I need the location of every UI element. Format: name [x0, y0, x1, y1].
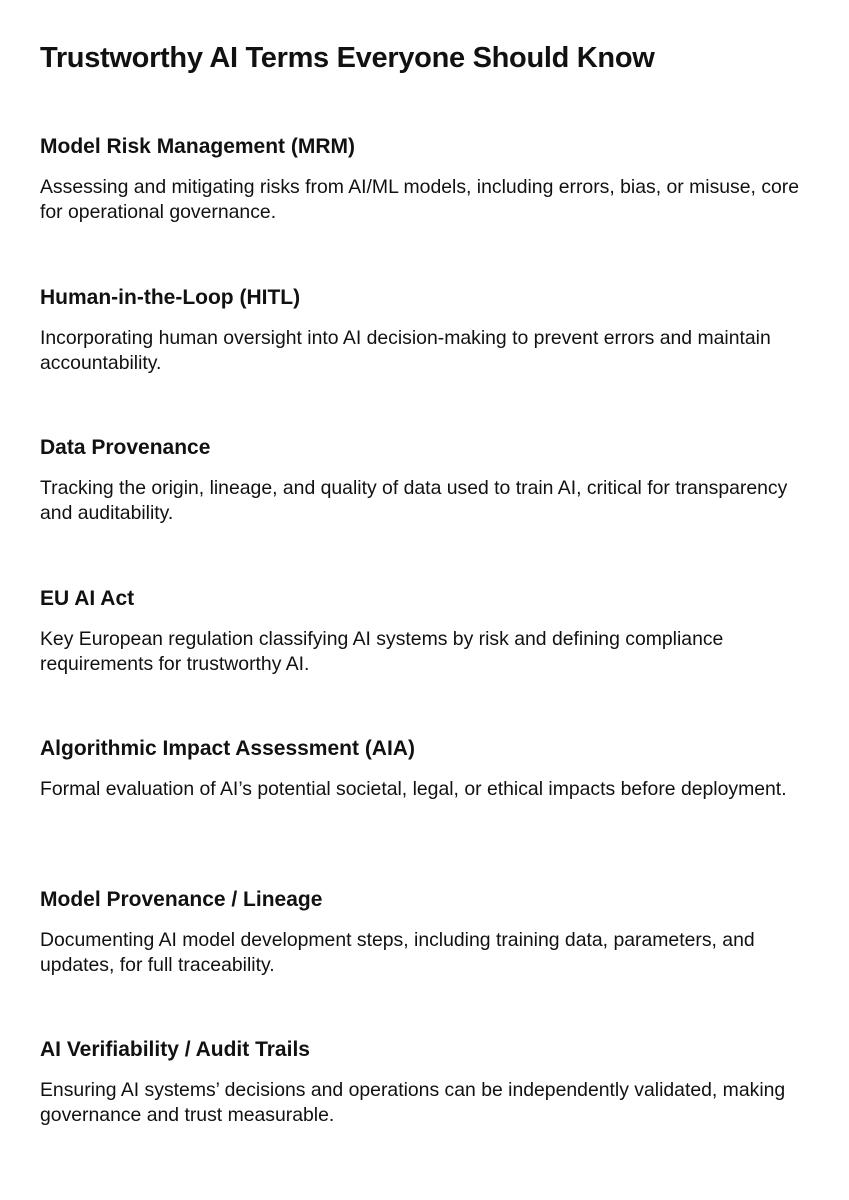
- page-title: Trustworthy AI Terms Everyone Should Know: [40, 42, 655, 74]
- term-item: [40, 585, 820, 736]
- term-definition: Key European regulation classifying AI systems by risk and defining compliance requirements for trustworthy AI.: [40, 627, 724, 675]
- terms-list: [40, 133, 820, 1187]
- term-name: Algorithmic Impact Assessment (AIA): [40, 737, 415, 760]
- term-name: AI Verifiability / Audit Trails: [40, 1038, 310, 1061]
- term-name: Model Risk Management (MRM): [40, 135, 356, 158]
- term-name: EU AI Act: [40, 586, 135, 610]
- term-definition: Assessing and mitigating risks from AI/ML models, including errors, bias, or misuse, core for operational governance.: [40, 176, 800, 223]
- term-name: Data Provenance: [40, 436, 211, 459]
- term-definition: Documenting AI model development steps, including training data, parameters, and updates, for full traceability.: [40, 928, 755, 976]
- term-name: Model Provenance / Lineage: [40, 887, 323, 911]
- term-item: [40, 133, 820, 284]
- term-item: [40, 735, 820, 886]
- term-definition: Formal evaluation of AI’s potential societal, legal, or ethical impacts before deployment.: [40, 778, 787, 800]
- term-item: [40, 434, 820, 585]
- term-definition: Ensuring AI systems’ decisions and operations can be independently validated, making governance and trust measurable.: [40, 1079, 786, 1126]
- term-name: Human-in-the-Loop (HITL): [40, 285, 301, 309]
- term-item: [40, 886, 820, 1037]
- term-item: [40, 1036, 820, 1187]
- term-definition: Incorporating human oversight into AI decision-making to prevent errors and maintain accountability.: [40, 326, 771, 374]
- term-item: [40, 284, 820, 435]
- term-definition: Tracking the origin, lineage, and quality of data used to train AI, critical for transparency and auditability.: [40, 477, 788, 524]
